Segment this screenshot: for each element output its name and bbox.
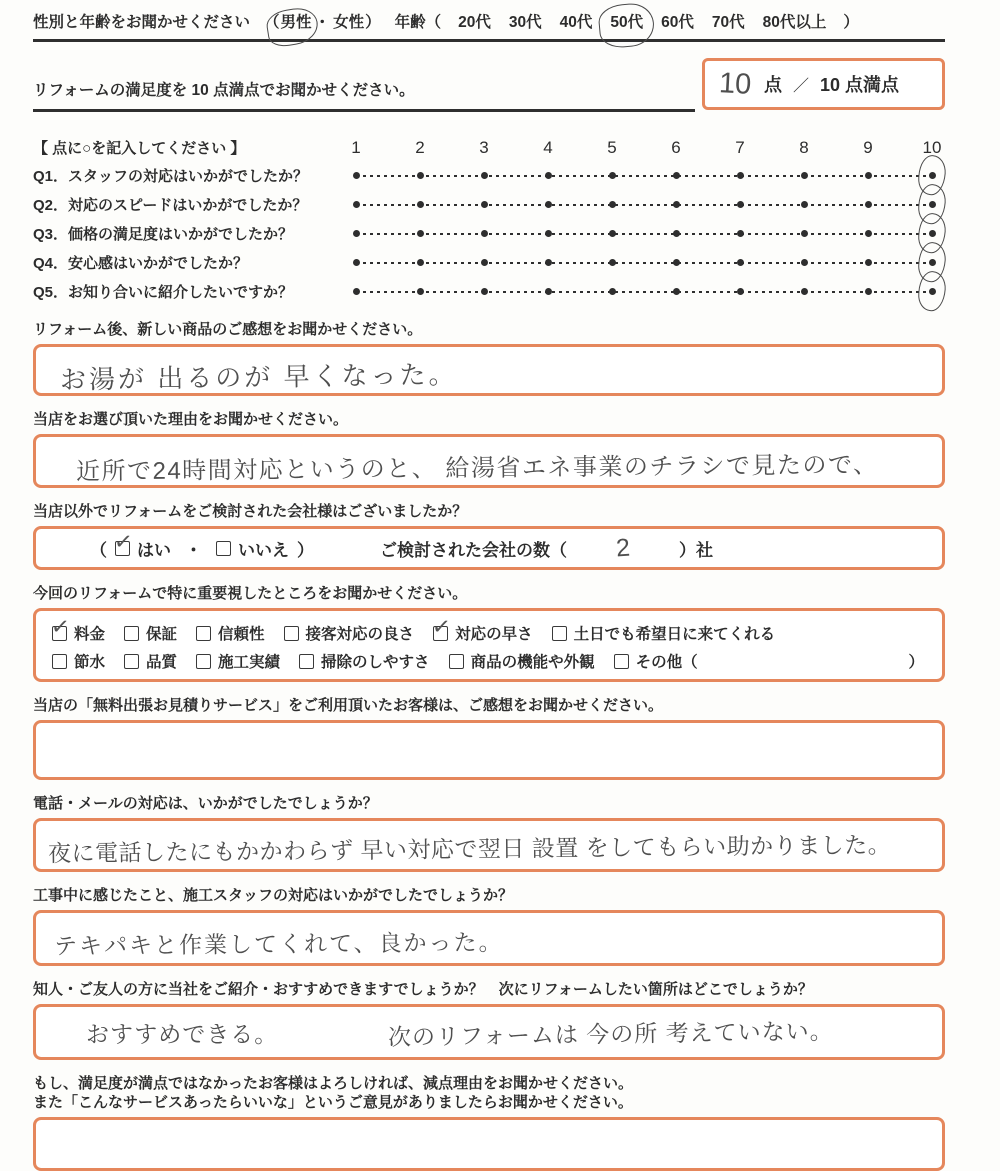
rating-dot-q5-7[interactable] — [727, 277, 753, 306]
dot-icon — [609, 201, 616, 208]
dot-icon — [865, 201, 872, 208]
rating-question-label: Q5．お知り合いに紹介したいですか？ — [33, 284, 294, 301]
rating-dot-q4-4[interactable] — [535, 248, 561, 277]
dot-icon — [737, 201, 744, 208]
checkbox-label: いいえ — [238, 540, 289, 560]
unchecked-checkbox[interactable] — [299, 654, 314, 669]
company-count-unit: 社 — [696, 540, 713, 560]
age-option-4[interactable]: 50代 — [609, 10, 644, 32]
recommend-label: 知人・ご友人の方に当社をご紹介・おすすめできますでしょうか？ 次にリフォームしたい箇所はどこでしょうか？ — [33, 981, 813, 998]
impression-label: リフォーム後、新しい商品のご感想をお聞かせください。 — [33, 321, 423, 338]
rating-dot-q1-2[interactable] — [407, 161, 433, 190]
rating-dot-q3-9[interactable] — [855, 219, 881, 248]
rating-scale-line — [343, 219, 945, 248]
estimate-service-answer-box[interactable] — [33, 720, 945, 780]
section-other-companies — [33, 502, 945, 570]
rating-dot-q4-7[interactable] — [727, 248, 753, 277]
other-close-paren: ） — [908, 654, 924, 671]
rating-dot-q5-6[interactable] — [663, 277, 689, 306]
age-option-1[interactable]: 20代 — [458, 14, 491, 31]
company-count-handwritten-value: 2 — [615, 533, 631, 562]
scale-number-1: 1 — [351, 137, 361, 157]
rating-dot-q4-1[interactable] — [343, 248, 369, 277]
company-count-label: ご検討された会社の数（ — [380, 540, 567, 560]
deduction-label-line1: もし、満足度が満点ではなかったお客様はよろしければ、減点理由をお聞かせください。 — [33, 1075, 634, 1092]
age-option-3[interactable]: 40代 — [559, 14, 593, 31]
dot-icon — [865, 172, 872, 179]
construction-label: 工事中に感じたこと、施工スタッフの対応はいかがでしたでしょうか？ — [33, 887, 514, 904]
priorities-row-1 — [52, 619, 924, 647]
rating-dot-q3-4[interactable] — [535, 219, 561, 248]
dot-icon — [801, 201, 808, 208]
rating-dot-q1-7[interactable] — [727, 161, 753, 190]
rating-dot-q4-8[interactable] — [791, 248, 817, 277]
rating-dot-q1-5[interactable] — [599, 161, 625, 190]
dot-icon — [353, 259, 360, 266]
rating-dot-q3-5[interactable] — [599, 219, 625, 248]
rating-dot-q2-8[interactable] — [791, 190, 817, 219]
gender-options — [264, 10, 381, 32]
rating-dot-q2-9[interactable] — [855, 190, 881, 219]
other-companies-answer-box[interactable] — [33, 526, 945, 570]
impression-answer-box[interactable] — [33, 344, 945, 396]
priority-r2-item-2 — [124, 650, 177, 672]
section-impression — [33, 320, 945, 396]
phone-mail-answer-box[interactable] — [33, 818, 945, 872]
construction-answer-box[interactable] — [33, 910, 945, 966]
age-open-label: 年齢（ — [394, 14, 442, 31]
ratings-table — [33, 134, 945, 306]
age-close-paren: ） — [843, 14, 859, 31]
section-construction — [33, 886, 945, 966]
age-option-5[interactable]: 60代 — [661, 14, 694, 31]
checkbox-label: 対応の早さ — [455, 626, 533, 643]
dot-icon — [545, 230, 552, 237]
recommend-answer-box[interactable] — [33, 1004, 945, 1060]
rating-dots — [343, 161, 945, 190]
unchecked-checkbox[interactable] — [52, 654, 67, 669]
scale-number-8: 8 — [799, 137, 809, 157]
estimate-service-label: 当店の「無料出張お見積りサービス」をご利用頂いたお客様は、ご感想をお聞かせください。 — [33, 697, 664, 714]
rating-question-label: Q1．スタッフの対応はいかがでしたか？ — [33, 168, 309, 185]
unchecked-checkbox[interactable] — [449, 654, 464, 669]
dot-icon — [481, 288, 488, 295]
dot-icon — [353, 172, 360, 179]
rating-row-q4 — [33, 248, 945, 277]
dot-icon — [737, 230, 744, 237]
rating-dot-q2-2[interactable] — [407, 190, 433, 219]
rating-dot-q2-6[interactable] — [663, 190, 689, 219]
dot-icon — [545, 201, 552, 208]
rating-dot-q2-3[interactable] — [471, 190, 497, 219]
dot-icon — [609, 230, 616, 237]
checkbox-label: 節水 — [74, 654, 106, 671]
rating-dot-q2-4[interactable] — [535, 190, 561, 219]
dot-icon — [673, 288, 680, 295]
gender-open-paren: （ — [264, 14, 280, 31]
age-option-2[interactable]: 30代 — [508, 14, 542, 31]
scale-number-10: 10 — [922, 137, 942, 157]
dot-icon — [673, 201, 680, 208]
age-options — [395, 10, 859, 32]
dot-icon — [417, 172, 424, 179]
dot-icon — [417, 288, 424, 295]
section-deduction — [33, 1074, 945, 1171]
age-option-6[interactable]: 70代 — [711, 14, 745, 31]
deduction-label-line2: また「こんなサービスあったらいいな」というご意見がありましたらお聞かせください。 — [33, 1094, 633, 1111]
section-reason — [33, 410, 945, 488]
dot-icon — [481, 172, 488, 179]
rating-dot-q5-9[interactable] — [855, 277, 881, 306]
scale-number-6: 6 — [671, 137, 681, 157]
rating-dot-q3-6[interactable] — [663, 219, 689, 248]
rating-dots — [343, 248, 945, 277]
checkbox-label: 土日でも希望日に来てくれる — [573, 626, 776, 643]
scale-numbers — [343, 138, 945, 158]
checked-checkbox[interactable] — [115, 541, 130, 556]
rating-question-label: Q2．対応のスピードはいかがでしたか？ — [33, 197, 308, 214]
rating-scale-line — [343, 277, 945, 306]
handdrawn-circle-icon — [917, 270, 947, 312]
checkbox-label: 商品の機能や外観 — [470, 654, 595, 671]
dot-icon — [673, 259, 680, 266]
gender-age-label: 性別と年齢をお聞かせください — [33, 14, 251, 31]
recommend-handwritten-answer-1: おすすめできる。 — [86, 1020, 279, 1047]
recommend-handwritten-answer-2: 次のリフォームは 今の所 考えていない。 — [388, 1017, 835, 1050]
checkbox-label: 料金 — [74, 626, 106, 643]
oc-option-2-item-1 — [216, 536, 289, 561]
phone-mail-handwritten-answer: 夜に電話したにもかかわらず 早い対応で翌日 設置 をしてもらい助かりました。 — [47, 831, 892, 867]
ratings-instruction: 【 点に○を記入してください 】 — [33, 140, 246, 157]
priorities-row-2 — [52, 647, 924, 675]
reason-answer-box[interactable] — [33, 434, 945, 488]
rating-dot-q1-4[interactable] — [535, 161, 561, 190]
priority-r2-item-5 — [449, 650, 595, 672]
dot-icon — [545, 172, 552, 179]
scale-number-7: 7 — [735, 137, 745, 157]
dot-icon — [737, 288, 744, 295]
rating-dot-q5-10[interactable] — [919, 277, 945, 306]
checkbox-label: 保証 — [146, 626, 178, 643]
dot-icon — [865, 288, 872, 295]
company-count-close-paren: ） — [679, 540, 696, 560]
dot-icon — [673, 172, 680, 179]
priority-r2-item-6 — [614, 650, 924, 672]
rating-row-q5 — [33, 277, 945, 306]
dot-icon — [865, 259, 872, 266]
unchecked-checkbox[interactable] — [124, 626, 139, 641]
priority-r1-item-5 — [433, 622, 533, 644]
gender-option-1[interactable]: 男性 — [280, 14, 312, 31]
scale-number-4: 4 — [543, 137, 553, 157]
priorities-answer-box[interactable] — [33, 608, 945, 682]
rating-row-q2 — [33, 190, 945, 219]
rating-question-label: Q3．価格の満足度はいかがでしたか？ — [33, 226, 294, 243]
dot-icon — [481, 259, 488, 266]
oc-close-paren: ） — [297, 540, 314, 560]
rating-dot-q3-3[interactable] — [471, 219, 497, 248]
gender-age-row — [33, 6, 945, 42]
rating-dot-q4-5[interactable] — [599, 248, 625, 277]
checkbox-label: その他（ — [635, 654, 698, 671]
satisfaction-row — [33, 60, 945, 118]
checkbox-label: 信頼性 — [218, 626, 265, 643]
rating-dot-q4-6[interactable] — [663, 248, 689, 277]
scale-number-3: 3 — [479, 137, 489, 157]
rating-dot-q5-3[interactable] — [471, 277, 497, 306]
unchecked-checkbox[interactable] — [124, 654, 139, 669]
rating-scale-line — [343, 190, 945, 219]
unchecked-checkbox[interactable] — [196, 654, 211, 669]
oc-open-paren: （ — [90, 540, 107, 560]
dot-icon — [417, 201, 424, 208]
rating-dot-q1-3[interactable] — [471, 161, 497, 190]
dot-icon — [417, 230, 424, 237]
rating-dot-q1-1[interactable] — [343, 161, 369, 190]
dot-icon — [801, 288, 808, 295]
checkbox-label: 品質 — [146, 654, 178, 671]
dot-icon — [481, 230, 488, 237]
dot-icon — [609, 259, 616, 266]
dot-icon — [801, 172, 808, 179]
checkbox-label: 接客対応の良さ — [305, 626, 415, 643]
priority-r1-item-4 — [284, 622, 415, 644]
section-estimate-service — [33, 696, 945, 780]
age-option-7[interactable]: 80代以上 — [762, 14, 827, 31]
rating-dot-q5-4[interactable] — [535, 277, 561, 306]
rating-dot-q3-7[interactable] — [727, 219, 753, 248]
rating-row-q1 — [33, 161, 945, 190]
checked-checkbox[interactable] — [52, 626, 67, 641]
dot-icon — [865, 230, 872, 237]
rating-dot-q1-8[interactable] — [791, 161, 817, 190]
dot-icon — [545, 259, 552, 266]
rating-question-label: Q4．安心感はいかがでしたか？ — [33, 255, 249, 272]
priority-r1-item-1 — [52, 622, 105, 644]
unchecked-checkbox[interactable] — [216, 541, 231, 556]
rating-dots — [343, 190, 945, 219]
priority-r1-item-6 — [552, 622, 776, 644]
gender-close-paren: ） — [365, 14, 381, 31]
checkbox-label: はい — [137, 540, 171, 560]
priority-r2-item-1 — [52, 650, 105, 672]
rating-dot-q2-7[interactable] — [727, 190, 753, 219]
dot-icon — [801, 259, 808, 266]
phone-mail-label: 電話・メールの対応は、いかがでしたでしょうか？ — [33, 795, 378, 812]
priority-r2-item-3 — [196, 650, 280, 672]
checkbox-label: 掃除のしやすさ — [321, 654, 430, 671]
rating-dot-q3-2[interactable] — [407, 219, 433, 248]
dot-icon — [417, 259, 424, 266]
section-recommend — [33, 980, 945, 1060]
score-slash: ／ — [793, 77, 810, 95]
priority-r1-item-3 — [196, 622, 265, 644]
dot-icon — [737, 259, 744, 266]
rating-dots — [343, 277, 945, 306]
reason-label: 当店をお選び頂いた理由をお聞かせください。 — [33, 411, 349, 428]
dot-icon — [481, 201, 488, 208]
dot-icon — [609, 172, 616, 179]
scale-number-9: 9 — [863, 137, 873, 157]
section-phone-mail — [33, 794, 945, 872]
dot-icon — [737, 172, 744, 179]
construction-handwritten-answer: テキパキと作業してくれて、良かった。 — [53, 929, 504, 959]
dot-icon — [673, 230, 680, 237]
satisfaction-question: リフォームの満足度を 10 点満点でお聞かせください。 — [33, 60, 695, 112]
dot-icon — [609, 288, 616, 295]
rating-dot-q5-5[interactable] — [599, 277, 625, 306]
priority-r2-item-4 — [299, 650, 430, 672]
score-box[interactable] — [702, 58, 945, 110]
rating-scale-line — [343, 248, 945, 277]
rating-dot-q3-8[interactable] — [791, 219, 817, 248]
deduction-answer-box[interactable] — [33, 1117, 945, 1171]
rating-dot-q5-8[interactable] — [791, 277, 817, 306]
rating-scale-line — [343, 161, 945, 190]
dot-icon — [545, 288, 552, 295]
rating-dot-q4-9[interactable] — [855, 248, 881, 277]
oc-separator: ・ — [185, 540, 202, 560]
checked-checkbox[interactable] — [433, 626, 448, 641]
rating-row-q3 — [33, 219, 945, 248]
oc-option-1-item-1 — [115, 536, 171, 561]
priority-r1-item-2 — [124, 622, 177, 644]
rating-dot-q5-2[interactable] — [407, 277, 433, 306]
scale-number-5: 5 — [607, 137, 617, 157]
rating-dot-q1-9[interactable] — [855, 161, 881, 190]
unchecked-checkbox[interactable] — [284, 626, 299, 641]
ratings-header — [33, 134, 945, 161]
rating-dot-q4-2[interactable] — [407, 248, 433, 277]
unchecked-checkbox[interactable] — [552, 626, 567, 641]
dot-icon — [353, 230, 360, 237]
rating-dot-q1-6[interactable] — [663, 161, 689, 190]
score-handwritten-value: 10 — [718, 66, 753, 101]
score-unit: 点 — [764, 75, 782, 95]
reason-handwritten-answer: 近所で24時間対応というのと、 給湯省エネ事業のチラシで見たので、 — [75, 451, 879, 486]
dot-icon — [353, 201, 360, 208]
gender-separator: ・ — [314, 14, 331, 31]
priorities-label: 今回のリフォームで特に重要視したところをお聞かせください。 — [33, 585, 468, 602]
gender-option-2[interactable]: 女性 — [333, 14, 365, 31]
rating-dot-q4-3[interactable] — [471, 248, 497, 277]
rating-dot-q2-5[interactable] — [599, 190, 625, 219]
score-max-label: 10 点満点 — [820, 75, 900, 95]
impression-handwritten-answer: お湯が 出るのが 早くなった。 — [59, 359, 458, 395]
unchecked-checkbox[interactable] — [196, 626, 211, 641]
rating-dots — [343, 219, 945, 248]
rating-dot-q5-1[interactable] — [343, 277, 369, 306]
rating-dot-q2-1[interactable] — [343, 190, 369, 219]
scale-number-2: 2 — [415, 137, 425, 157]
section-priorities — [33, 584, 945, 682]
checkbox-label: 施工実績 — [218, 654, 281, 671]
rating-dot-q3-1[interactable] — [343, 219, 369, 248]
unchecked-checkbox[interactable] — [614, 654, 629, 669]
dot-icon — [801, 230, 808, 237]
dot-icon — [353, 288, 360, 295]
other-companies-label: 当店以外でリフォームをご検討された会社様はございましたか？ — [33, 503, 468, 520]
